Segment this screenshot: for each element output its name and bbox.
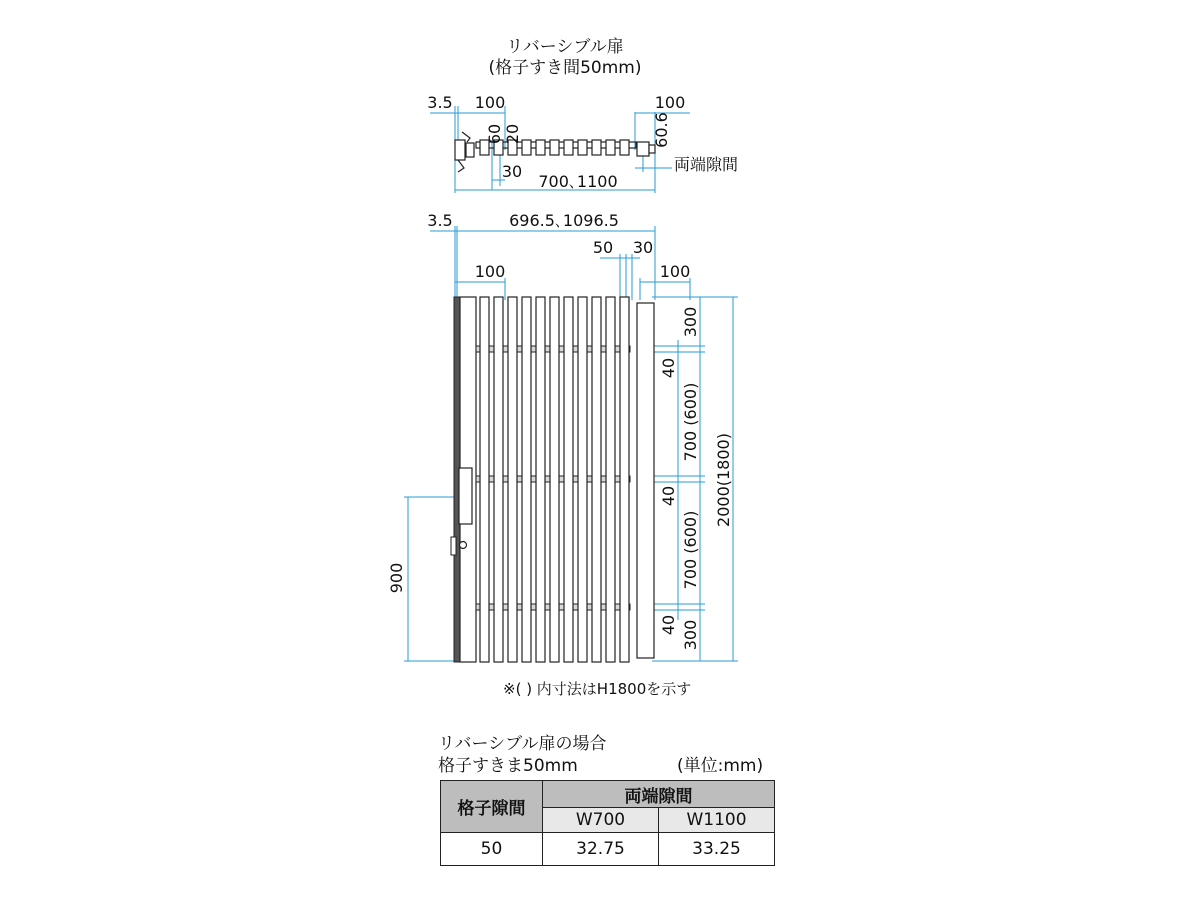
table-unit: (単位:mm) (677, 756, 764, 776)
plan-subtitle: (格子すき間50mm) (488, 58, 642, 78)
elev-dim-mid-section-1: 700 (600) (681, 382, 700, 462)
plan-dim-post-depth: 60 (485, 123, 504, 145)
plan-view (427, 37, 738, 193)
table-header-lattice-gap: 格子隙間 (441, 781, 543, 833)
table-caption-line1: リバーシブル扉の場合 (438, 734, 607, 754)
table-col-w1100: W1100 (659, 808, 775, 833)
elev-dim-slat-width: 30 (632, 238, 654, 257)
gate-elevation (451, 297, 654, 662)
table-cell-w1100: 33.25 (659, 833, 775, 866)
plan-title: リバーシブル扉 (506, 37, 624, 57)
elev-dim-left-post: 100 (474, 262, 506, 281)
handle (459, 468, 472, 524)
elevation-view (387, 211, 738, 698)
elev-dim-rail-3: 40 (659, 614, 678, 636)
table-col-w700: W700 (543, 808, 659, 833)
spec-table (440, 780, 775, 866)
elev-dim-slat-gap: 50 (592, 238, 614, 257)
plan-dim-slat-depth: 20 (503, 123, 522, 145)
elev-dim-handle-height: 900 (387, 562, 406, 594)
elev-dim-rail-2: 40 (659, 485, 678, 507)
elev-dim-right-post: 100 (659, 262, 691, 281)
plan-dim-end-gap-label: 両端隙間 (674, 155, 739, 174)
elev-dim-left-gap: 3.5 (427, 211, 453, 230)
elev-dim-mid-section-2: 700 (600) (681, 510, 700, 590)
elevation-note: ※( ) 内寸法はH1800を示す (503, 680, 692, 698)
table-cell-w700: 32.75 (543, 833, 659, 866)
plan-dim-right-post: 100 (654, 93, 686, 112)
table-header-end-gap: 両端隙間 (543, 781, 775, 808)
plan-dim-right-depth: 60.6 (652, 112, 671, 148)
elev-dim-bottom-section: 300 (681, 619, 700, 651)
table-caption (438, 733, 606, 777)
lock-cylinder (460, 542, 467, 549)
elev-dim-rail-1: 40 (659, 357, 678, 379)
plan-dim-total-width: 700､1100 (538, 172, 618, 191)
plan-dim-left-gap: 3.5 (427, 93, 453, 112)
elev-dim-door-width: 696.5､1096.5 (509, 211, 619, 230)
table-row (441, 833, 775, 866)
table-cell-gap: 50 (441, 833, 543, 866)
elev-dim-total-height: 2000(1800) (714, 433, 733, 527)
plan-dim-slat-width: 30 (501, 162, 523, 181)
table-caption-line2: 格子すきま50mm (438, 756, 578, 776)
plan-dim-left-post: 100 (474, 93, 506, 112)
elev-dim-top-section: 300 (681, 306, 700, 338)
